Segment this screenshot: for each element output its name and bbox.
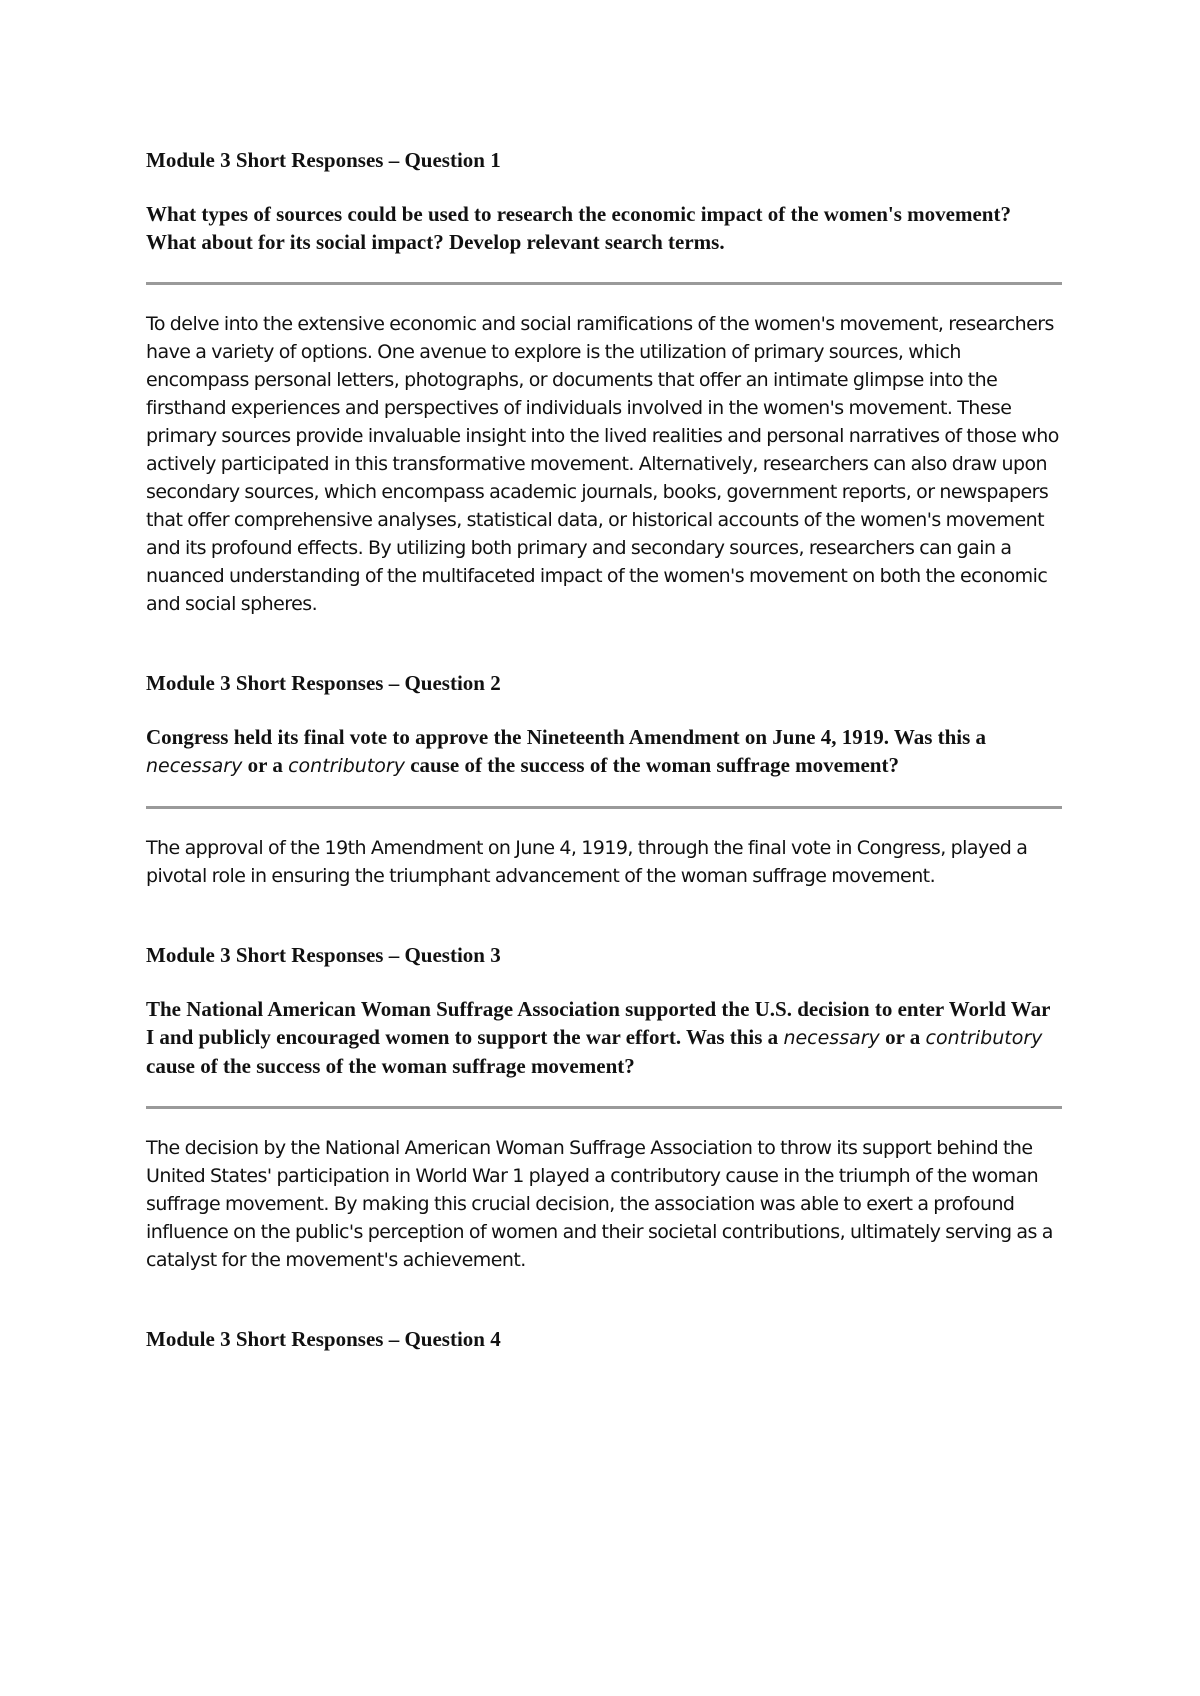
- answer-text: The decision by the National American Woman Suffrage Association to throw its support behind the United States' participation in World War 1 played a contributory cause in the triumph of the woman suffrage movement. By making this crucial decision, the association was able to exert a profound influence on the public's perception of women and their societal contributions, ultimately serving as a catalyst for the movement's achievement.: [146, 1137, 1053, 1271]
- divider-line: [146, 1106, 1062, 1109]
- section-heading: Module 3 Short Responses – Question 1: [146, 148, 501, 172]
- question-text: [146, 723, 1062, 780]
- emphasis-contributory: contributory: [288, 755, 405, 777]
- question-text-part: or a: [879, 1025, 926, 1049]
- emphasis-necessary: necessary: [783, 1027, 880, 1049]
- question-text-part: or a: [242, 753, 289, 777]
- question-text-part: What types of sources could be used to research the economic impact of the women's movement? What about for its social impact? Develop relevant search terms.: [146, 202, 1011, 254]
- section-question-4: [146, 1325, 1062, 1353]
- question-text-part: The National American Woman Suffrage Association supported the U.S. decision to enter World War I and publicly encouraged women to support the war effort. Was this a: [146, 997, 1051, 1049]
- question-text: [146, 995, 1062, 1080]
- answer-text: The approval of the 19th Amendment on June 4, 1919, through the final vote in Congress, played a pivotal role in ensuring the triumphant advancement of the woman suffrage movement.: [146, 837, 1028, 887]
- emphasis-necessary: necessary: [146, 755, 243, 777]
- question-text-part: cause of the success of the woman suffrage movement?: [404, 753, 899, 777]
- section-question-1: [146, 146, 1062, 618]
- section-heading: Module 3 Short Responses – Question 4: [146, 1327, 501, 1351]
- question-text-part: Congress held its final vote to approve the Nineteenth Amendment on June 4, 1919. Was this a: [146, 725, 987, 749]
- section-question-3: [146, 941, 1062, 1274]
- section-heading: Module 3 Short Responses – Question 3: [146, 943, 501, 967]
- question-text-part: cause of the success of the woman suffrage movement?: [146, 1054, 635, 1078]
- emphasis-contributory: contributory: [925, 1027, 1043, 1049]
- answer-text: To delve into the extensive economic and social ramifications of the women's movement, researchers have a variety of options. One avenue to explore is the utilization of primary sources, which encompass personal letters, photographs, or documents that offer an intimate glimpse into the firsthand experiences and perspectives of individuals involved in the women's movement. These primary sources provide invaluable insight into the lived realities and personal narratives of those who actively participated in this transformative movement. Alternatively, researchers can also draw upon secondary sources, which encompass academic journals, books, government reports, or newspapers that offer comprehensive analyses, statistical data, or historical accounts of the women's movement and its profound effects. By utilizing both primary and secondary sources, researchers can gain a nuanced understanding of the multifaceted impact of the women's movement on both the economic and social spheres.: [146, 313, 1059, 615]
- divider-line: [146, 282, 1062, 285]
- question-text: [146, 200, 1062, 256]
- divider-line: [146, 806, 1062, 809]
- document-body: [146, 146, 1062, 1353]
- section-heading: Module 3 Short Responses – Question 2: [146, 671, 501, 695]
- section-question-2: [146, 669, 1062, 890]
